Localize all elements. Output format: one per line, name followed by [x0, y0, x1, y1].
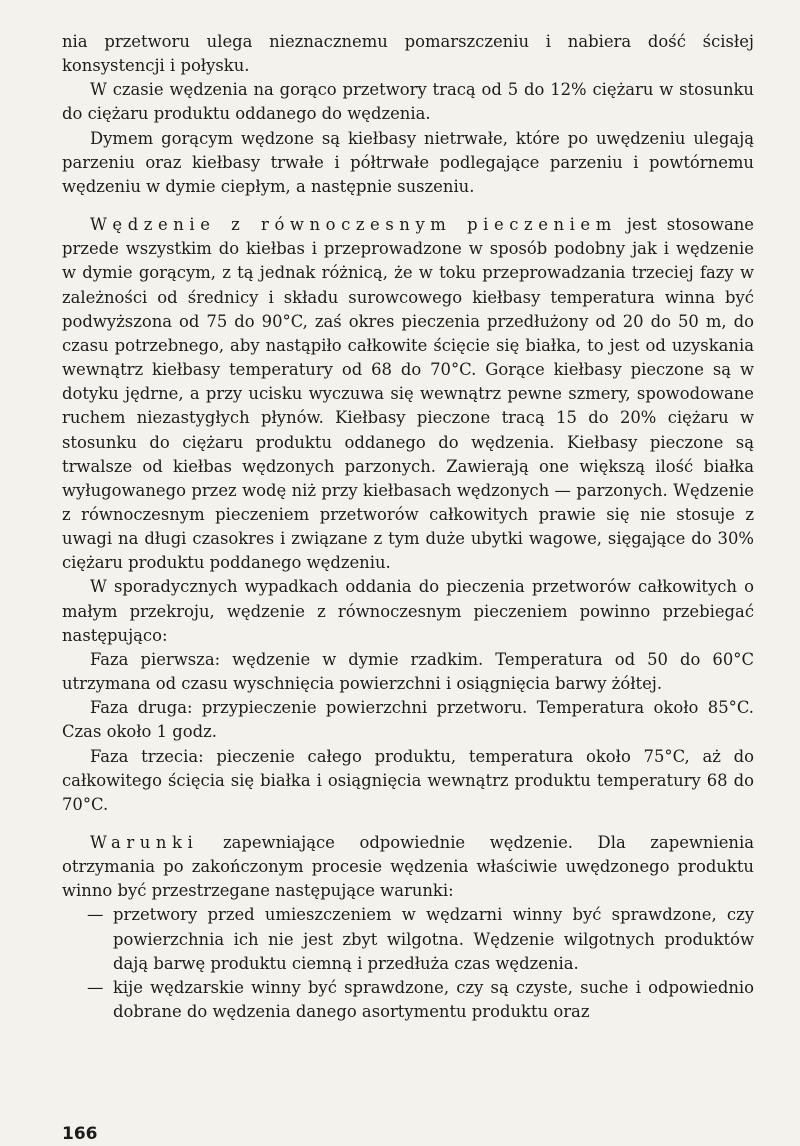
section-heading-conditions: Warunki	[90, 833, 199, 852]
body-text	[62, 30, 754, 1024]
conditions-list	[62, 903, 754, 1024]
list-item-text: kije wędzarskie winny być sprawdzone, czy są czyste, suche i odpowiednio dobrane do wędzenia danego asortymentu produktu oraz	[113, 977, 754, 1022]
dash-marker: —	[87, 905, 104, 925]
list-item-text: przetwory przed umieszczeniem w wędzarni winny być sprawdzone, czy powierzchnia ich nie jest zbyt wilgotna. Wędzenie wilgotnych produktów dają barwę produktu ciemną i przedłuża czas wędzenia.	[113, 905, 754, 973]
paragraph-continuation: nia przetworu ulega nieznacznemu pomarszczeniu i nabiera dość ścisłej konsystencji i połysku.	[62, 32, 754, 76]
paragraph-phase-one: Faza pierwsza: wędzenie w dymie rzadkim. Temperatura od 50 do 60°C utrzymana od czasu wyschnięcia powierzchni i osiągnięcia barwy żółtej.	[62, 649, 754, 694]
list-item	[62, 976, 754, 1024]
paragraph-conditions	[62, 831, 754, 903]
paragraph-phase-three: Faza trzecia: pieczenie całego produktu, temperatura około 75°C, aż do całkowitego ścięcia się białka i osiągnięcia wewnątrz produktu temperatury 68 do 70°C.	[62, 746, 754, 814]
dash-marker: —	[87, 977, 104, 997]
section-heading-smoking-with-baking: Wędzenie z równoczesnym pieczeniem	[90, 215, 617, 235]
paragraph-sporadic-cases: W sporadycznych wypadkach oddania do pieczenia przetworów całkowitych o małym przekroju, wędzenie z równoczesnym pieczeniem powinno przebiegać następująco:	[62, 577, 754, 645]
page-number: 166	[62, 1124, 98, 1144]
paragraph-weight-loss: W czasie wędzenia na gorąco przetwory tracą od 5 do 12% ciężaru w stosunku do ciężaru produktu oddanego do wędzenia.	[62, 80, 754, 124]
paragraph-body: zapewniające odpowiednie wędzenie. Dla zapewnienia otrzymania po zakończonym procesie wędzenia właściwie uwędzonego produktu winno być przestrzegane następujące warunki:	[62, 833, 754, 901]
paragraph-body: jest stosowane przede wszystkim do kiełbas i przeprowadzone w sposób podobny jak i wędzenie w dymie gorącym, z tą jednak różnicą, że w toku przeprowadzania trzeciej fazy w zależności od średnicy i składu surowcowego kiełbasy temperatura winna być podwyższona od 75 do 90°C, zaś okres pieczenia przedłużony od 20 do 50 m, do czasu potrzebnego, aby nastąpiło całkowite ścięcie się białka, to jest od uzyskania wewnątrz kiełbasy temperatury od 68 do 70°C. Gorące kiełbasy pieczone są w dotyku jędrne, a przy ucisku wyczuwa się wewnątrz pewne szmery, spowodowane ruchem niezastygłych płynów. Kiełbasy pieczone tracą 15 do 20% ciężaru w stosunku do ciężaru produktu oddanego do wędzenia. Kiełbasy pieczone są trwalsze od kiełbas wędzonych parzonych. Zawierają one większą ilość białka wyługowanego przez wodę niż przy kiełbasach wędzonych — parzonych. Wędzenie z równoczesnym pieczeniem przetworów całkowitych prawie się nie stosuje z uwagi na długi czasokres i związane z tym duże ubytki wagowe, sięgające do 30% ciężaru produktu poddanego wędzeniu.	[62, 215, 755, 573]
list-item	[62, 903, 754, 975]
paragraph-phase-two: Faza druga: przypieczenie powierzchni przetworu. Temperatura około 85°C. Czas około 1 godz.	[62, 698, 754, 742]
paragraph-hot-smoke-sausages: Dymem gorącym wędzone są kiełbasy nietrwałe, które po uwędzeniu ulegają parzeniu oraz kiełbasy trwałe i półtrwałe podlegające parzeniu i powtórnemu wędzeniu w dymie ciepłym, a następnie suszeniu.	[62, 128, 754, 196]
paragraph-smoking-with-baking	[62, 213, 754, 575]
